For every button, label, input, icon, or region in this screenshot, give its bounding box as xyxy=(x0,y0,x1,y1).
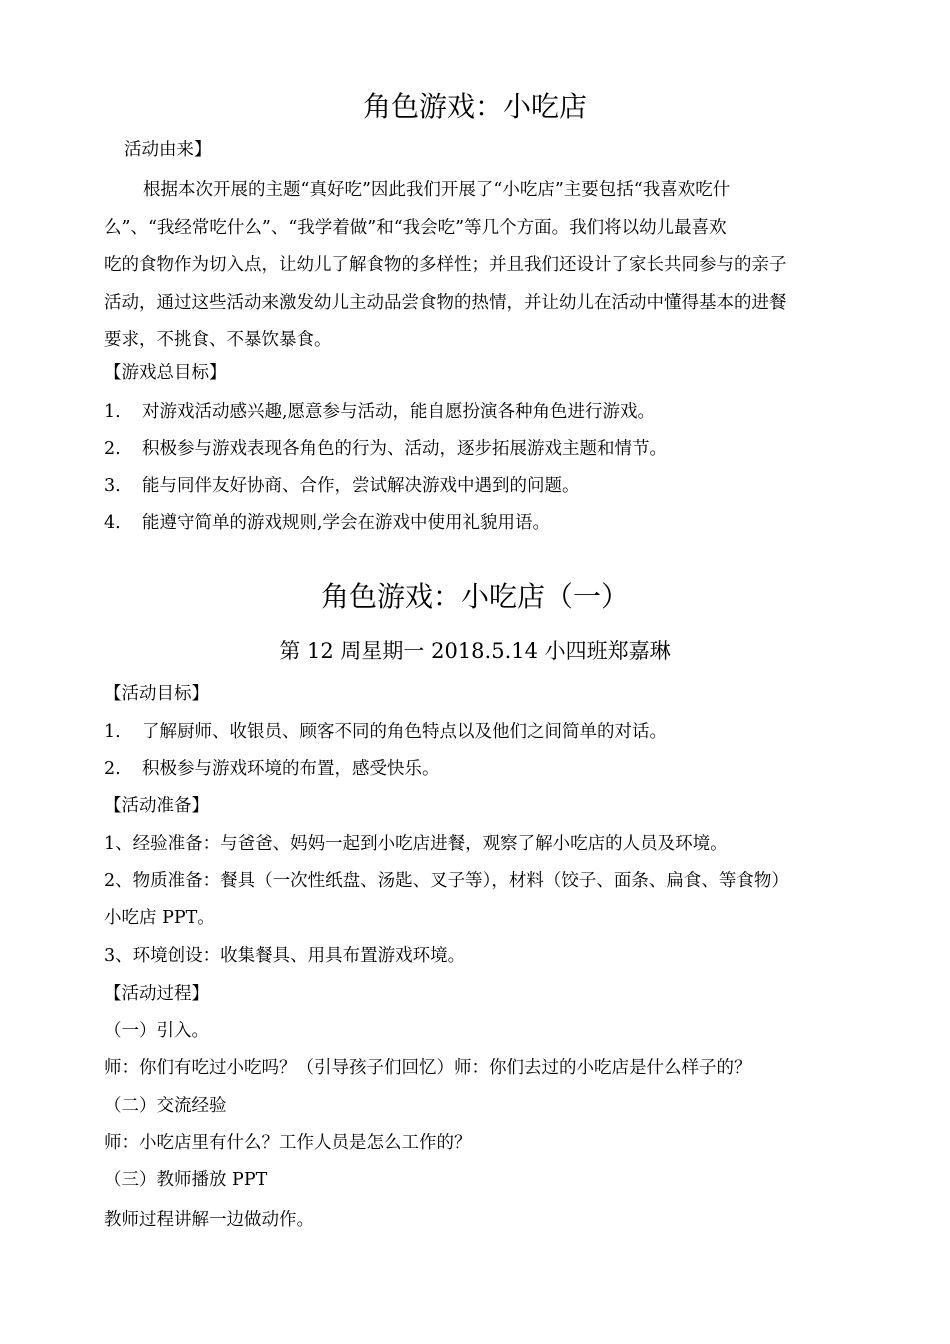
process-line: （一）引入。 xyxy=(104,1021,209,1041)
process-line: （二）交流经验 xyxy=(104,1096,227,1116)
goal-item xyxy=(104,474,580,498)
origin-line: 活动，通过这些活动来激发幼儿主动品尝食物的热情，并让幼儿在活动中懂得基本的进餐 xyxy=(104,293,787,313)
process-line: 师：你们有吃过小吃吗？（引导孩子们回忆）师：你们去过的小吃店是什么样子的？ xyxy=(104,1058,752,1078)
activity-goal-heading: 【活动目标】 xyxy=(104,684,209,704)
origin-line: 吃的食物作为切入点，让幼儿了解食物的多样性；并且我们还设计了家长共同参与的亲子 xyxy=(104,255,787,275)
section-subtitle: 第 12 周星期一 2018.5.14 小四班郑嘉琳 xyxy=(279,639,671,663)
section-title: 角色游戏：小吃店（一） xyxy=(320,580,629,613)
process-heading: 【活动过程】 xyxy=(104,984,209,1004)
goal-text: 能与同伴友好协商、合作，尝试解决游戏中遇到的问题。 xyxy=(142,476,580,496)
goal-item xyxy=(104,437,667,461)
prep-line: 1、经验准备：与爸爸、妈妈一起到小吃店进餐，观察了解小吃店的人员及环境。 xyxy=(104,834,728,854)
origin-heading: 活动由来】 xyxy=(124,140,212,160)
prep-line: 3、环境创设：收集餐具、用具布置游戏环境。 xyxy=(104,946,466,966)
prep-heading: 【活动准备】 xyxy=(104,796,209,816)
goal-item xyxy=(104,511,550,535)
goal-text: 积极参与游戏表现各角色的行为、活动，逐步拓展游戏主题和情节。 xyxy=(142,439,667,459)
goal-number: 4. xyxy=(104,513,121,533)
prep-line: 2、物质准备：餐具（一次性纸盘、汤匙、叉子等），材料（饺子、面条、扁食、等食物） xyxy=(104,871,789,891)
origin-line: 么”、“我经常吃什么”、“我学着做”和“我会吃”等几个方面。我们将以幼儿最喜欢 xyxy=(104,218,727,238)
origin-line: 要求，不挑食、不暴饮暴食。 xyxy=(104,330,332,350)
activity-goal-item xyxy=(104,720,667,744)
goal-item xyxy=(104,400,655,424)
goal-number: 1. xyxy=(104,402,121,422)
activity-goal-number: 2. xyxy=(104,759,121,779)
goal-text: 能遵守简单的游戏规则,学会在游戏中使用礼貌用语。 xyxy=(142,513,551,533)
activity-goal-number: 1. xyxy=(104,722,121,742)
prep-line: 小吃店 PPT。 xyxy=(104,908,215,928)
doc-title: 角色游戏：小吃店 xyxy=(362,90,587,123)
process-line: 师：小吃店里有什么？工作人员是怎么工作的？ xyxy=(104,1133,472,1153)
goal-text: 对游戏活动感兴趣,愿意参与活动，能自愿扮演各种角色进行游戏。 xyxy=(142,402,656,422)
activity-goal-item xyxy=(104,757,440,781)
goal-number: 3. xyxy=(104,476,121,496)
origin-line: 根据本次开展的主题“真好吃”因此我们开展了“小吃店”主要包括“我喜欢吃什 xyxy=(143,180,731,200)
goal-heading: 【游戏总目标】 xyxy=(104,363,227,383)
activity-goal-text: 了解厨师、收银员、顾客不同的角色特点以及他们之间简单的对话。 xyxy=(142,722,667,742)
process-line: 教师过程讲解一边做动作。 xyxy=(104,1210,314,1230)
goal-number: 2. xyxy=(104,439,121,459)
process-line: （三）教师播放 PPT xyxy=(104,1170,268,1190)
activity-goal-text: 积极参与游戏环境的布置，感受快乐。 xyxy=(142,759,440,779)
